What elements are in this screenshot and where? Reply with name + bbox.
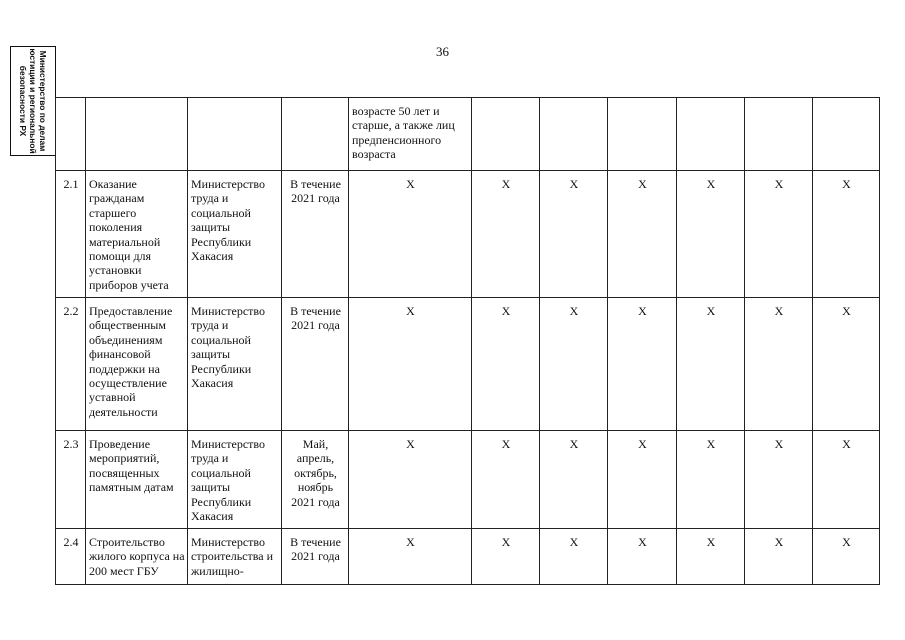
cell-empty — [608, 98, 677, 171]
stamp-line: безопасности РХ — [18, 65, 28, 137]
measure-name: Оказание гражданам старшего поколения материальной помощи для установки приборов учета — [86, 171, 188, 298]
cell-empty — [813, 98, 880, 171]
row-number: 2.4 — [56, 529, 86, 585]
row-number: 2.3 — [56, 431, 86, 529]
term: В течение 2021 года — [282, 298, 349, 431]
mark-cell: X — [677, 171, 745, 298]
measure-name: Предоставление общественным объединениям финансовой поддержки на осуществление уставной деятельности — [86, 298, 188, 431]
cell-empty — [56, 98, 86, 171]
mark-cell: X — [472, 431, 540, 529]
stamp-text — [18, 48, 48, 154]
mark-cell: X — [349, 298, 472, 431]
mark-cell: X — [813, 171, 880, 298]
mark-cell: X — [745, 298, 813, 431]
mark-cell: X — [540, 529, 608, 585]
table-row — [56, 431, 880, 529]
mark-cell: X — [745, 529, 813, 585]
term: В течение 2021 года — [282, 529, 349, 585]
mark-cell: X — [349, 431, 472, 529]
continuation-text: возрасте 50 лет и старше, а также лиц предпенсионного возраста — [349, 98, 472, 171]
measures-table — [55, 97, 880, 585]
table-row — [56, 529, 880, 585]
mark-cell: X — [813, 431, 880, 529]
table-row — [56, 171, 880, 298]
table-row — [56, 298, 880, 431]
measure-name: Проведение мероприятий, посвященных памятным датам — [86, 431, 188, 529]
stamp-line: юстиции и региональной — [28, 48, 38, 154]
cell-empty — [188, 98, 282, 171]
stamp-line: Министерство по делам — [38, 50, 48, 152]
cell-empty — [745, 98, 813, 171]
mark-cell: X — [608, 298, 677, 431]
mark-cell: X — [349, 529, 472, 585]
cell-empty — [282, 98, 349, 171]
cell-empty — [540, 98, 608, 171]
registration-stamp — [10, 46, 56, 156]
mark-cell: X — [745, 431, 813, 529]
executor: Министерство труда и социальной защиты Республики Хакасия — [188, 298, 282, 431]
page-number: 36 — [436, 44, 449, 59]
term: Май, апрель, октябрь, ноябрь 2021 года — [282, 431, 349, 529]
mark-cell: X — [540, 431, 608, 529]
mark-cell: X — [608, 529, 677, 585]
mark-cell: X — [608, 431, 677, 529]
mark-cell: X — [813, 298, 880, 431]
measure-name: Строительство жилого корпуса на 200 мест ГБУ — [86, 529, 188, 585]
mark-cell: X — [677, 298, 745, 431]
mark-cell: X — [540, 171, 608, 298]
mark-cell: X — [677, 529, 745, 585]
mark-cell: X — [472, 298, 540, 431]
mark-cell: X — [349, 171, 472, 298]
cell-empty — [677, 98, 745, 171]
executor: Министерство труда и социальной защиты Республики Хакасия — [188, 171, 282, 298]
mark-cell: X — [472, 529, 540, 585]
cell-empty — [86, 98, 188, 171]
row-number: 2.2 — [56, 298, 86, 431]
executor: Министерство труда и социальной защиты Республики Хакасия — [188, 431, 282, 529]
table-row-continuation — [56, 98, 880, 171]
mark-cell: X — [813, 529, 880, 585]
mark-cell: X — [745, 171, 813, 298]
term: В течение 2021 года — [282, 171, 349, 298]
mark-cell: X — [540, 298, 608, 431]
row-number: 2.1 — [56, 171, 86, 298]
mark-cell: X — [677, 431, 745, 529]
cell-empty — [472, 98, 540, 171]
mark-cell: X — [472, 171, 540, 298]
mark-cell: X — [608, 171, 677, 298]
executor: Министерство строительства и жилищно- — [188, 529, 282, 585]
